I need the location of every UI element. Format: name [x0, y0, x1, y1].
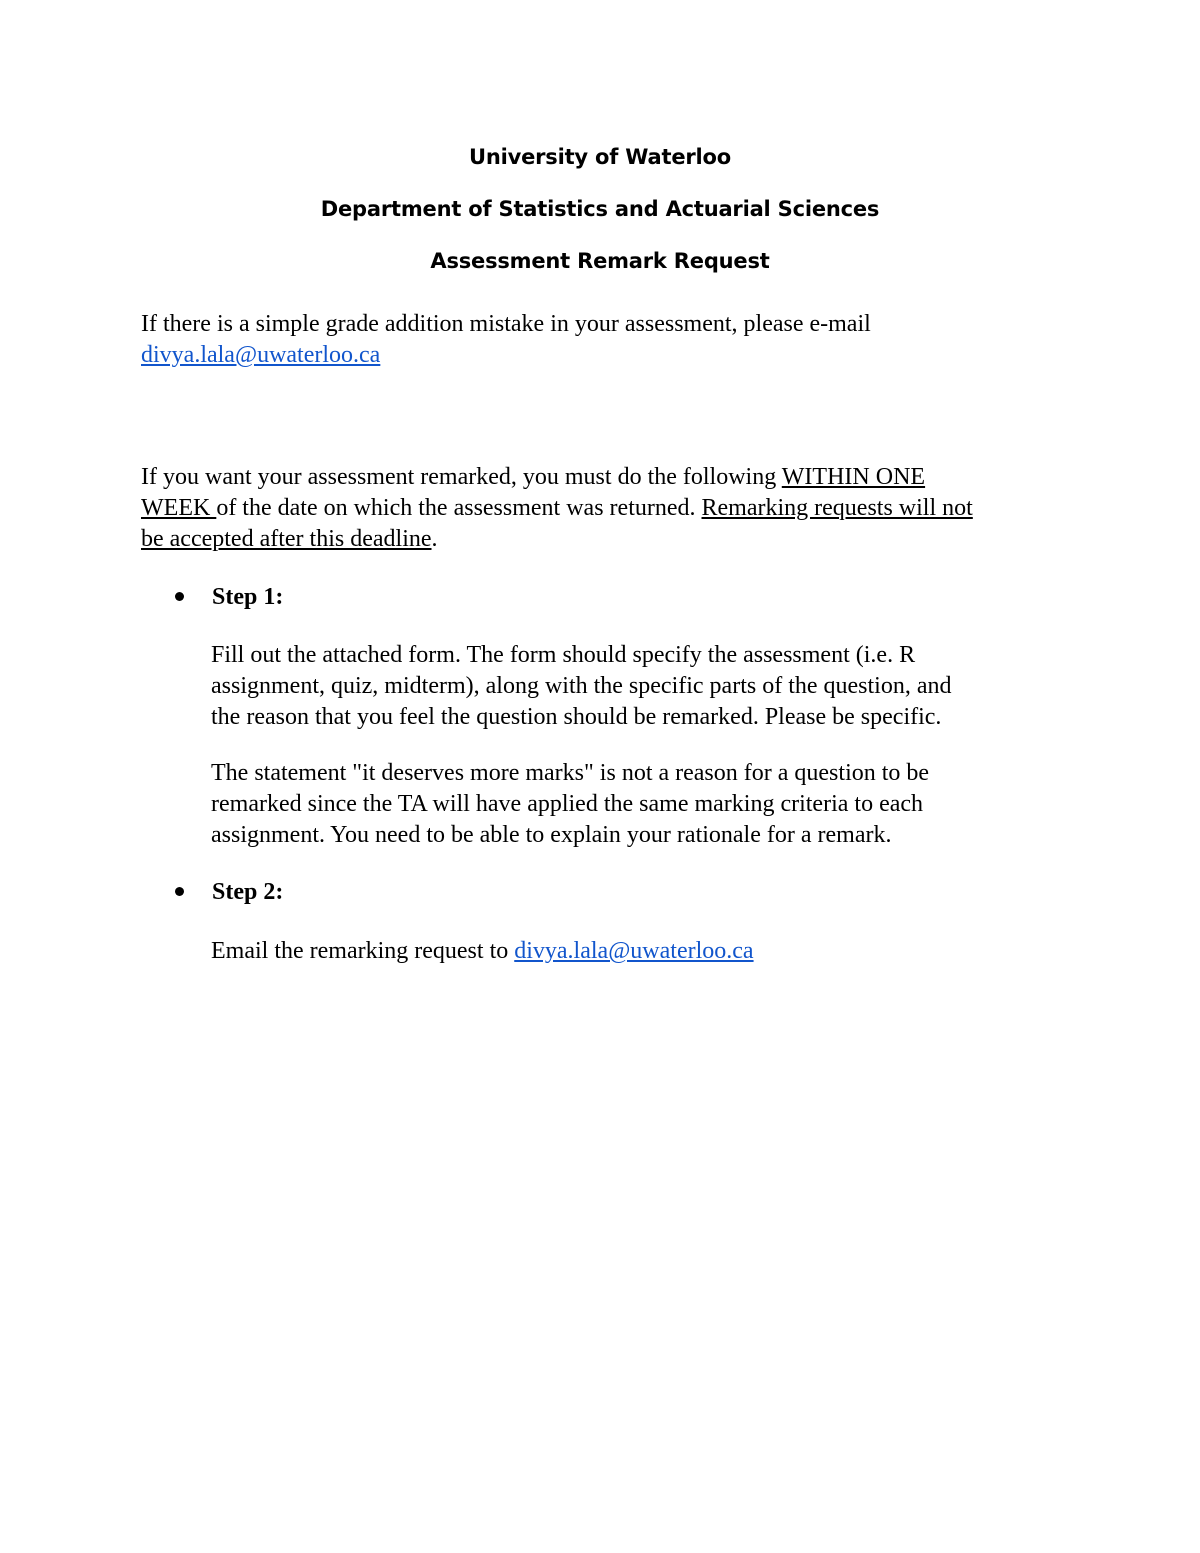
remark-info-paragraph	[141, 462, 1071, 555]
within-one-week-underline-1: WITHIN ONE	[781, 464, 926, 490]
university-heading: University of Waterloo	[469, 145, 731, 169]
step-1-p2-line: assignment. You need to be able to explain your rationale for a remark.	[211, 822, 892, 848]
step-2-item	[141, 877, 1071, 908]
step-1-label: Step 1:	[212, 584, 284, 610]
intro-email-link[interactable]: divya.lala@uwaterloo.ca	[141, 342, 381, 368]
deadline-notice-underline-2: be accepted after this deadline	[141, 526, 432, 552]
step-2-label: Step 2:	[212, 879, 284, 905]
step-2-email-link[interactable]: divya.lala@uwaterloo.ca	[514, 938, 754, 964]
step-1-p2-line: remarked since the TA will have applied the same marking criteria to each	[211, 791, 924, 817]
step-2-text: Email the remarking request to	[211, 938, 515, 964]
department-heading: Department of Statistics and Actuarial Sciences	[320, 197, 880, 221]
bullet-icon	[175, 887, 184, 896]
step-1-p1-line: the reason that you feel the question should be remarked. Please be specific.	[211, 704, 942, 730]
step-1-item	[141, 582, 1071, 613]
intro-paragraph	[141, 309, 1071, 371]
remark-info-text-2: of the date on which the assessment was returned.	[216, 495, 702, 521]
deadline-notice-underline-1: Remarking requests will not	[701, 495, 973, 521]
step-1-p2-line: The statement "it deserves more marks" is not a reason for a question to be	[211, 760, 930, 786]
remark-info-text-1: If you want your assessment remarked, you must do the following	[141, 464, 782, 490]
bullet-icon	[175, 592, 184, 601]
intro-text: If there is a simple grade addition mistake in your assessment, please e-mail	[141, 311, 871, 337]
step-2-paragraph	[211, 936, 1071, 967]
step-1-p1-line: assignment, quiz, midterm), along with the specific parts of the question, and	[211, 673, 952, 699]
step-1-paragraph-2	[211, 758, 1071, 851]
step-1-p1-line: Fill out the attached form. The form should specify the assessment (i.e. R	[211, 642, 916, 668]
form-title-heading: Assessment Remark Request	[430, 249, 770, 273]
remark-info-period: .	[431, 526, 438, 552]
within-one-week-underline-2: WEEK	[141, 495, 217, 521]
step-1-paragraph-1	[211, 640, 1071, 733]
